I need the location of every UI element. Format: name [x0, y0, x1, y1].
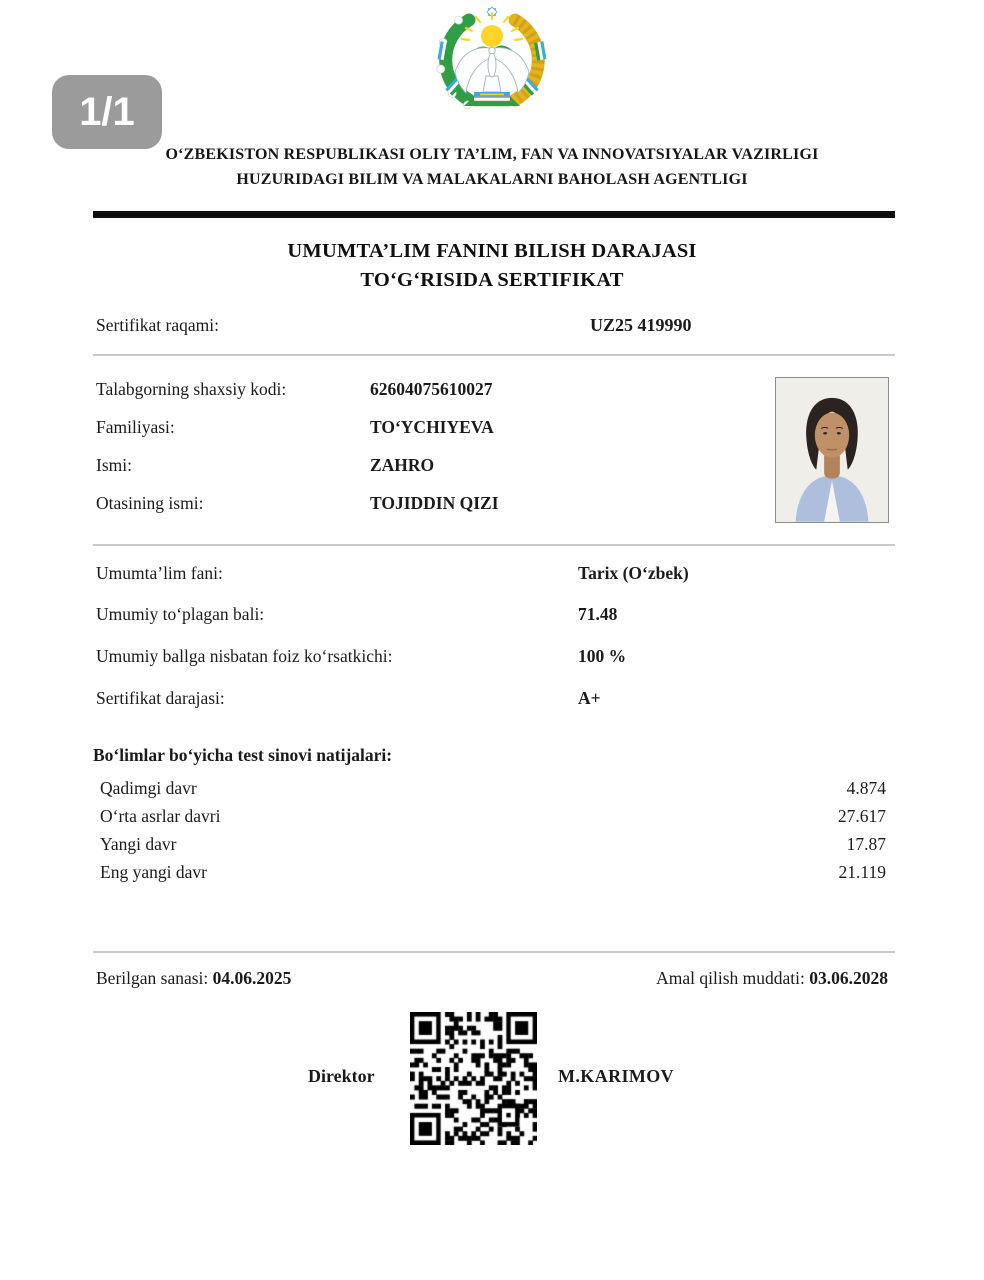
- total-score-label: Umumiy to‘plagan bali:: [96, 604, 265, 624]
- valid-until-value: 03.06.2028: [809, 968, 888, 988]
- result-field-row: [0, 604, 984, 630]
- person-code-label: Talabgorning shaxsiy kodi:: [96, 379, 287, 399]
- section-3-value: 17.87: [846, 834, 886, 854]
- agency-header-line2: HUZURIDAGI BILIM VA MALAKALARNI BAHOLASH AGENTLIGI: [236, 171, 748, 188]
- divider-thick: [93, 211, 895, 218]
- agency-header-line1: O‘ZBEKISTON RESPUBLIKASI OLIY TA’LIM, FAN VA INNOVATSIYALAR VAZIRLIGI: [165, 146, 819, 163]
- flag-ribbon-icon: [464, 92, 520, 106]
- person-name-label: Ismi:: [96, 455, 132, 475]
- person-name-value: ZAHRO: [370, 455, 435, 475]
- subject-label: Umumta’lim fani:: [96, 563, 223, 583]
- certificate-title: [0, 237, 984, 295]
- certificate-number-label: Sertifikat raqami:: [96, 315, 219, 335]
- uzbekistan-emblem-icon: [428, 6, 556, 112]
- section-4-label: Eng yangi davr: [100, 862, 207, 882]
- valid-until-label: Amal qilish muddati:: [656, 968, 805, 988]
- section-1-value: 4.874: [846, 778, 886, 798]
- section-3-label: Yangi davr: [100, 834, 177, 854]
- result-field-row: [0, 563, 984, 589]
- divider-thin-3: [93, 951, 895, 953]
- person-patronymic-value: TOJIDDIN QIZI: [370, 493, 499, 513]
- section-score-row: [0, 834, 984, 860]
- issue-date-label: Berilgan sanasi:: [96, 968, 209, 988]
- page-count-badge: [52, 75, 162, 149]
- applicant-photo: [775, 377, 889, 523]
- section-2-value: 27.617: [837, 806, 886, 826]
- percentage-label: Umumiy ballga nisbatan foiz ko‘rsatkichi:: [96, 646, 393, 666]
- sections-heading: Bo‘limlar bo‘yicha test sinovi natijalari:: [93, 745, 393, 765]
- person-surname-label: Familiyasi:: [96, 417, 175, 437]
- divider-thin-1: [93, 354, 895, 356]
- result-field-row: [0, 646, 984, 672]
- grade-label: Sertifikat darajasi:: [96, 688, 225, 708]
- person-patronymic-label: Otasining ismi:: [96, 493, 204, 513]
- divider-thin-2: [93, 544, 895, 546]
- issue-date: [96, 968, 291, 989]
- section-4-value: 21.119: [838, 862, 886, 882]
- certificate-number-row: [0, 315, 984, 341]
- section-score-row: [0, 778, 984, 804]
- grade-value: A+: [578, 688, 601, 708]
- director-title: Direktor: [308, 1066, 375, 1086]
- subject-value: Tarix (O‘zbek): [578, 563, 689, 583]
- certificate-title-line1: UMUMTA’LIM FANINI BILISH DARAJASI: [287, 240, 697, 262]
- applicant-photo-image: [776, 378, 888, 522]
- person-code-value: 62604075610027: [370, 379, 493, 399]
- certificate-number-value: UZ25 419990: [590, 315, 692, 335]
- certificate-title-line2: TO‘G‘RISIDA SERTIFIKAT: [360, 269, 624, 291]
- section-score-row: [0, 806, 984, 832]
- valid-until-date: [656, 968, 888, 989]
- total-score-value: 71.48: [578, 604, 618, 624]
- person-surname-value: TO‘YCHIYEVA: [370, 417, 494, 437]
- section-2-label: O‘rta asrlar davri: [100, 806, 221, 826]
- page-count-label: 1/1: [79, 89, 135, 134]
- result-field-row: [0, 688, 984, 714]
- director-name: M.KARIMOV: [558, 1066, 675, 1086]
- section-1-label: Qadimgi davr: [100, 778, 197, 798]
- issue-date-value: 04.06.2025: [212, 968, 292, 988]
- qr-code: [410, 1012, 537, 1145]
- section-score-row: [0, 862, 984, 888]
- agency-header: [0, 142, 984, 192]
- humo-bird-icon: [455, 47, 529, 93]
- percentage-value: 100 %: [578, 646, 627, 666]
